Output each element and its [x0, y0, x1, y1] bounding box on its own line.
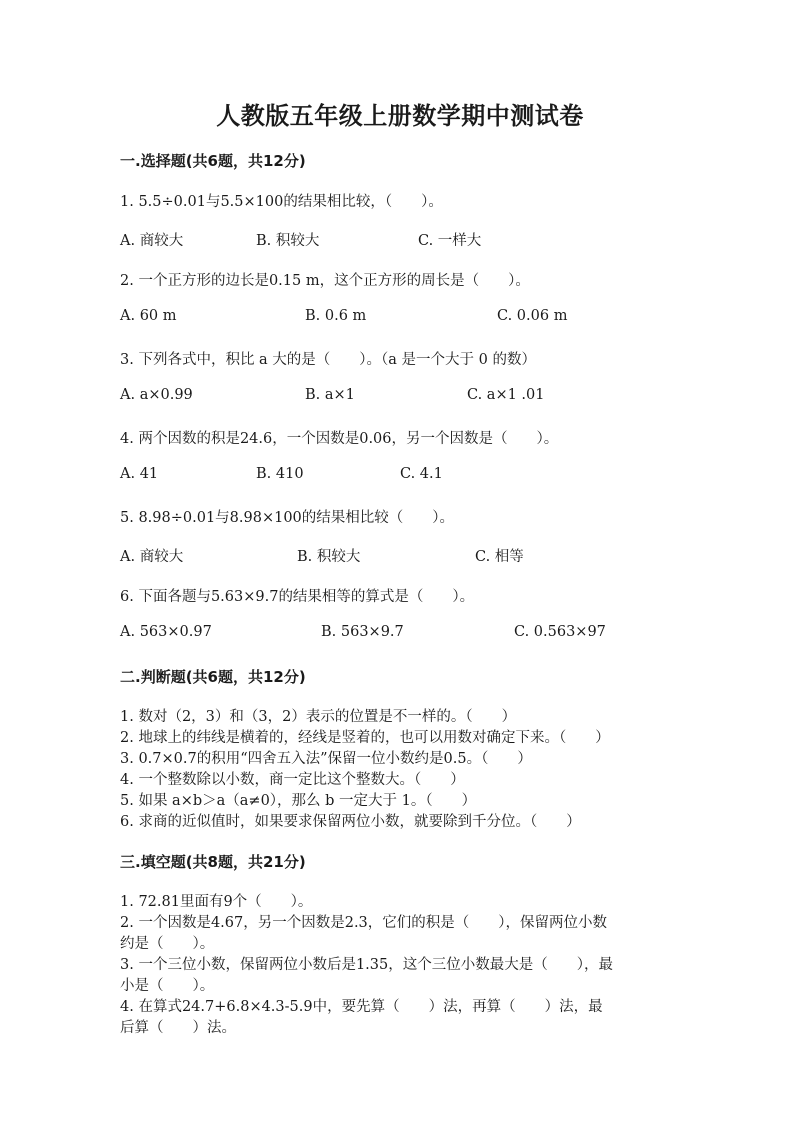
question-text: 4. 两个因数的积是24.6，一个因数是0.06，另一个因数是（ ）。	[120, 431, 559, 447]
question-text: 1. 5.5÷0.01与5.5×100的结果相比较，（ ）。	[120, 194, 443, 210]
fill-blank-line: 后算（ ）法。	[120, 1020, 236, 1036]
fill-blank-line: 4. 在算式24.7+6.8×4.3-5.9中，要先算（ ）法，再算（ ）法，最	[120, 999, 603, 1015]
section-heading-fill-blank: 三.填空题(共8题，共21分)	[120, 853, 306, 871]
option-a: A. 商较大	[120, 549, 184, 565]
option-a: A. 商较大	[120, 233, 184, 249]
option-c: C. a×1 .01	[467, 387, 545, 403]
option-a: A. 60 m	[120, 308, 177, 324]
question-text: 3. 下列各式中，积比 a 大的是（ ）。（a 是一个大于 0 的数）	[120, 352, 537, 368]
judgement-item: 6. 求商的近似值时，如果要求保留两位小数，就要除到千分位。（ ）	[120, 814, 581, 830]
option-c: C. 相等	[475, 549, 524, 565]
page-title: 人教版五年级上册数学期中测试卷	[216, 101, 584, 130]
judgement-item: 2. 地球上的纬线是横着的，经线是竖着的，也可以用数对确定下来。（ ）	[120, 730, 610, 746]
option-a: A. 41	[120, 466, 159, 482]
option-c: C. 一样大	[418, 233, 482, 249]
option-a: A. 563×0.97	[120, 624, 212, 640]
section-heading-judgement: 二.判断题(共6题，共12分)	[120, 668, 306, 686]
fill-blank-line: 2. 一个因数是4.67，另一个因数是2.3，它们的积是（ ），保留两位小数	[120, 915, 608, 931]
option-c: C. 4.1	[400, 466, 443, 482]
option-a: A. a×0.99	[120, 387, 193, 403]
question-text: 6. 下面各题与5.63×9.7的结果相等的算式是（ ）。	[120, 589, 475, 605]
option-b: B. 积较大	[256, 233, 320, 249]
fill-blank-line: 约是（ ）。	[120, 936, 215, 952]
section-heading-choice: 一.选择题(共6题，共12分)	[120, 152, 306, 170]
option-c: C. 0.563×97	[514, 624, 606, 640]
option-c: C. 0.06 m	[497, 308, 568, 324]
option-b: B. 0.6 m	[305, 308, 367, 324]
judgement-item: 4. 一个整数除以小数，商一定比这个整数大。（ ）	[120, 772, 465, 788]
judgement-item: 3. 0.7×0.7的积用“四舍五入法”保留一位小数约是0.5。（ ）	[120, 751, 532, 767]
option-b: B. 410	[256, 466, 304, 482]
question-text: 2. 一个正方形的边长是0.15 m，这个正方形的周长是（ ）。	[120, 273, 530, 289]
judgement-item: 1. 数对（2，3）和（3，2）表示的位置是不一样的。（ ）	[120, 709, 517, 725]
judgement-item: 5. 如果 a×b＞a（a≠0），那么 b 一定大于 1。（ ）	[120, 793, 477, 809]
option-b: B. 563×9.7	[321, 624, 404, 640]
option-b: B. 积较大	[297, 549, 361, 565]
option-b: B. a×1	[305, 387, 355, 403]
question-text: 5. 8.98÷0.01与8.98×100的结果相比较（ ）。	[120, 510, 455, 526]
fill-blank-line: 1. 72.81里面有9个（ ）。	[120, 894, 313, 910]
fill-blank-line: 小是（ ）。	[120, 978, 215, 994]
fill-blank-line: 3. 一个三位小数，保留两位小数后是1.35，这个三位小数最大是（ ），最	[120, 957, 613, 973]
